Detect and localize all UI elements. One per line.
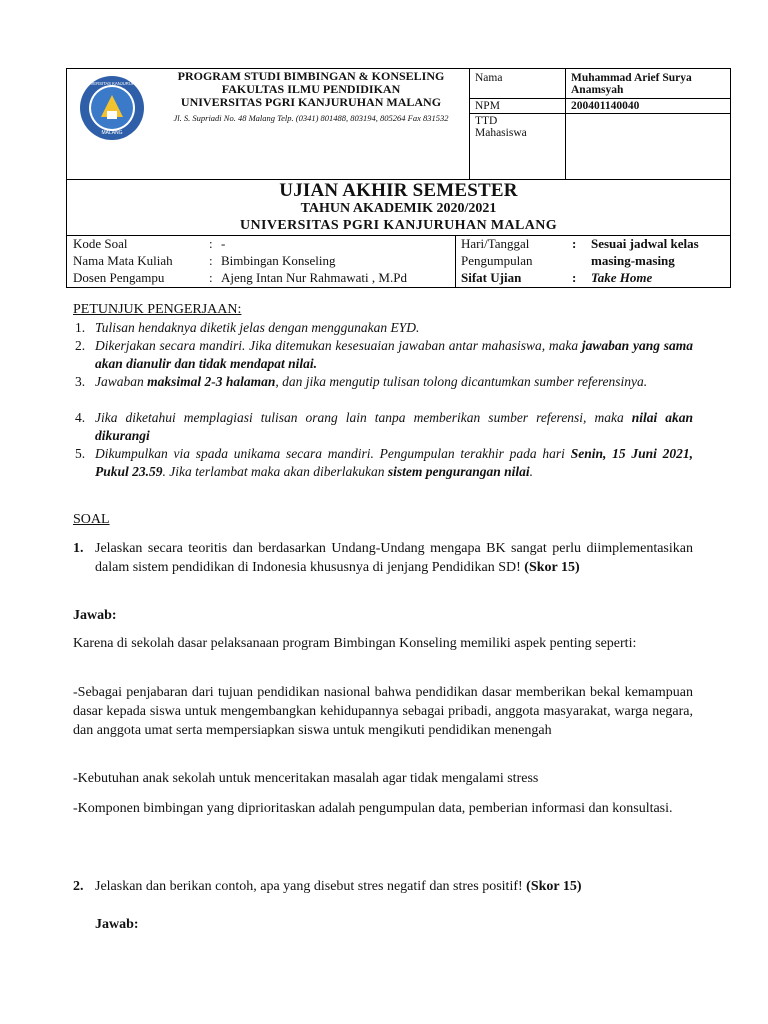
name-label: Nama: [475, 72, 503, 84]
institution-name: [163, 70, 459, 109]
info-value-kode: -: [221, 236, 226, 251]
info-label-dosen: Dosen Pengampu: [73, 270, 165, 285]
answer-1-paragraph: -Komponen bimbingan yang diprioritaskan adalah pengumpulan data, pemberian informasi dan konsultasi.: [73, 801, 673, 816]
answer-1-paragraph: -Sebagai penjabaran dari tujuan pendidikan nasional bahwa pendidikan dasar memberikan bekal kemampuan dasar kepada siswa untuk mengembangkan kehidupannya sebagai pribadi, anggota masyarakat, warga negara, dan anggota umat serta mempersiapkan siswa untuk mengikuti pendidikan menengah: [73, 685, 693, 738]
instruction-item: 5. Dikumpulkan via spada unikama secara mandiri. Pengumpulan terakhir pada hari Senin, 15 Juni 2021, Pukul 23.59. Jika terlambat maka akan diberlakukan sistem pengurangan nilai.: [75, 446, 694, 479]
answer-1-paragraph: -Kebutuhan anak sekolah untuk menceritakan masalah agar tidak mengalami stress: [73, 771, 539, 786]
exam-university: UNIVERSITAS PGRI KANJURUHAN MALANG: [239, 218, 558, 233]
info-value-dosen: Ajeng Intan Nur Rahmawati , M.Pd: [221, 270, 407, 285]
question-2: 2. Jelaskan dan berikan contoh, apa yang disebut stres negatif dan stres positif! (Skor 15): [73, 879, 582, 894]
answer-1-paragraph: Karena di sekolah dasar pelaksanaan program Bimbingan Konseling memiliki aspek penting seperti:: [73, 636, 637, 651]
npm-label: NPM: [475, 100, 500, 112]
info-sep: :: [209, 270, 213, 285]
name-value: Muhammad Arief Surya Anamsyah: [571, 72, 692, 96]
info-label-matkul: Nama Mata Kuliah: [73, 253, 173, 268]
logo-top-text: UNIVERSITAS KANJURUHAN: [83, 81, 141, 86]
instruction-item: 3. Jawaban maksimal 2-3 halaman, dan jika mengutip tulisan tolong dicantumkan sumber referensinya.: [75, 374, 648, 389]
faculty-name: FAKULTAS ILMU PENDIDIKAN: [221, 82, 401, 96]
logo-bottom-text: MALANG: [101, 130, 123, 136]
soal-heading: SOAL: [73, 512, 110, 527]
program-name: PROGRAM STUDI BIMBINGAN & KONSELING: [177, 69, 445, 83]
info-sep: :: [572, 270, 577, 285]
academic-year: TAHUN AKADEMIK 2020/2021: [300, 201, 497, 216]
info-sep: :: [572, 236, 577, 251]
npm-value: 200401140040: [571, 100, 640, 112]
university-name: UNIVERSITAS PGRI KANJURUHAN MALANG: [180, 95, 442, 109]
info-label-hari: Hari/Tanggal: [461, 236, 530, 251]
info-label-kode: Kode Soal: [73, 236, 128, 251]
info-value-hari: Sesuai jadwal kelas: [591, 236, 699, 251]
university-logo-icon: [79, 75, 145, 141]
signature-label: TTD Mahasiswa: [475, 115, 527, 139]
answer-2-label: Jawab:: [95, 917, 139, 932]
info-value-sifat: Take Home: [591, 270, 653, 285]
instructions-heading: PETUNJUK PENGERJAAN:: [73, 302, 242, 317]
instruction-item: 4. Jika diketahui memplagiasi tulisan orang lain tanpa memberikan sumber referensi, maka nilai akan dikurangi: [75, 410, 694, 443]
question-1: 1. Jelaskan secara teoritis dan berdasarkan Undang-Undang mengapa BK sangat perlu diimplementasikan dalam sistem pendidikan di Indonesia khususnya di jenjang Pendidikan SD! (Skor 15): [73, 541, 693, 575]
answer-1-label: Jawab:: [73, 608, 117, 623]
info-value-matkul: Bimbingan Konseling: [221, 253, 336, 268]
header-table: [66, 68, 731, 288]
instruction-item: 1. Tulisan hendaknya diketik jelas dengan menggunakan EYD.: [75, 320, 420, 335]
header-top-row: [67, 69, 730, 180]
info-label-pengumpulan: Pengumpulan: [461, 253, 533, 268]
instruction-item: 2. Dikerjakan secara mandiri. Jika ditemukan kesesuaian jawaban antar mahasiswa, maka jawaban yang sama akan dianulir dan tidak mendapat nilai.: [75, 338, 693, 371]
exam-title: UJIAN AKHIR SEMESTER: [279, 180, 518, 201]
info-value-pengumpulan: masing-masing: [591, 253, 675, 268]
info-label-sifat: Sifat Ujian: [461, 270, 522, 285]
institution-address: Jl. S. Supriadi No. 48 Malang Telp. (0341) 801488, 803194, 805264 Fax 831532: [173, 113, 449, 123]
info-sep: :: [209, 236, 213, 251]
info-sep: :: [209, 253, 213, 268]
